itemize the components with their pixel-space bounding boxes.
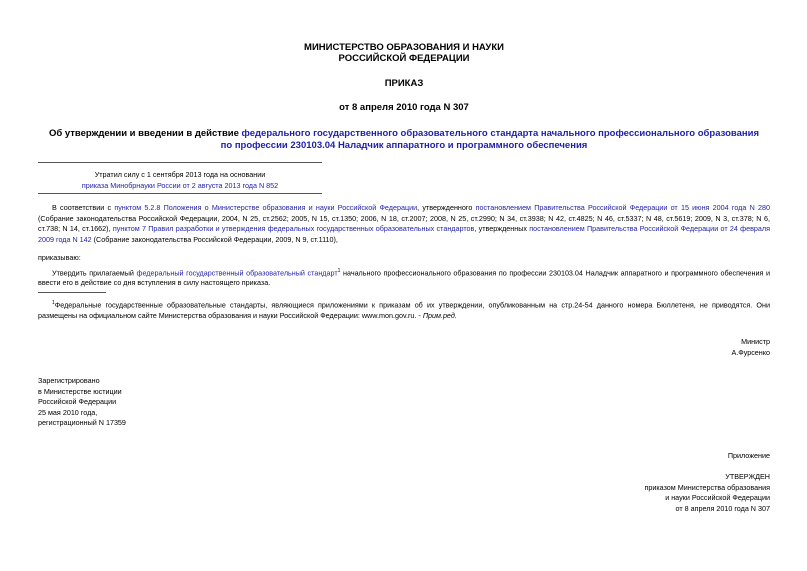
preamble-text-2: , утвержденного bbox=[417, 203, 476, 212]
preamble-text-4: , утвержденных bbox=[474, 224, 530, 233]
appendix-line: приказом Министерства образования bbox=[644, 482, 770, 492]
footnote bbox=[38, 298, 770, 321]
appendix-approved: УТВЕРЖДЕН bbox=[725, 472, 770, 482]
footnote-mark: 1 bbox=[52, 299, 55, 306]
footnote-ref[interactable]: 1 bbox=[337, 267, 341, 274]
preamble-paragraph bbox=[38, 203, 770, 245]
registration-line: 25 мая 2010 года, bbox=[38, 407, 98, 417]
signature-block bbox=[38, 337, 770, 358]
signature-name: А.Фурсенко bbox=[731, 347, 770, 357]
appendix-label: Приложение bbox=[727, 450, 770, 460]
link-regulation-clause[interactable]: пунктом 5.2.8 Положения о Министерстве образования и науки Российской Федерации bbox=[114, 203, 418, 212]
order-text-1: Утвердить прилагаемый bbox=[52, 267, 137, 277]
document bbox=[38, 42, 770, 514]
divider-top bbox=[38, 162, 322, 163]
registration-line: регистрационный N 17359 bbox=[38, 418, 126, 428]
link-resolution-280[interactable]: постановлением Правительства Российской Федерации от 15 июня 2004 года N 280 bbox=[475, 203, 770, 212]
ministry-header bbox=[38, 42, 770, 64]
doc-title bbox=[38, 128, 770, 152]
order-paragraph bbox=[38, 266, 770, 289]
doc-date: от 8 апреля 2010 года N 307 bbox=[339, 102, 469, 113]
registration-line: в Министерстве юстиции bbox=[38, 386, 122, 396]
title-prefix: Об утверждении и введении в действие bbox=[48, 128, 242, 139]
divider-bottom bbox=[38, 193, 322, 194]
status-line: Утратил силу с 1 сентября 2013 года на основании bbox=[94, 170, 266, 179]
orders-word: приказываю: bbox=[38, 253, 81, 262]
preamble-text-3: (Собрание законодательства Российской Федерации, 2004, N 25, ст.2562; 2005, N 15, ст.1350; 2006, N 18, ст.2007; 2008, N 25, ст.2990; N 34, ст.3938; N 42, ст.4825; N 46, ст.5337; N 48, ст.5619; 2009, N 3, ст.378; N 6, ст.738; N 14, ст.1662), bbox=[38, 213, 770, 233]
status-note bbox=[38, 170, 322, 191]
ministry-line-1: МИНИСТЕРСТВО ОБРАЗОВАНИЯ И НАУКИ bbox=[304, 42, 504, 53]
title-standard-link[interactable]: федерального государственного образовательного стандарта начального профессионального образования по профессии 230103.04 Наладчик аппаратного и программного обеспечения bbox=[220, 128, 760, 151]
order-text-2: начального профессионального образования по профессии 230103.04 Наладчик аппаратного и программного обеспечения и ввести его в действие со дня вступления в силу настоящего приказа. bbox=[38, 267, 771, 288]
footnote-divider bbox=[38, 292, 106, 293]
footnote-note: Прим.ред. bbox=[422, 310, 457, 320]
preamble-text-5: (Собрание законодательства Российской Федерации, 2009, N 9, ст.1110), bbox=[91, 234, 338, 244]
signature-position: Министр bbox=[741, 337, 770, 347]
footnote-text: Федеральные государственные образовательные стандарты, являющиеся приложениями к приказам об их утверждении, опубликованным на стр.24-54 данного номера Бюллетеня, не приводятся. Они размещены на официальном сайте Министерства образования и науки Российской Федерации: www.mon.gov.ru. - bbox=[38, 300, 770, 320]
preamble-text-1: В соответствии с bbox=[52, 203, 115, 212]
ministry-line-2: РОССИЙСКОЙ ФЕДЕРАЦИИ bbox=[338, 53, 470, 64]
status-repeal-link[interactable]: приказа Минобрнауки России от 2 августа 2013 года N 852 bbox=[81, 180, 279, 190]
link-rules-clause-7[interactable]: пунктом 7 Правил разработки и утверждения федеральных государственных образовательных стандартов bbox=[112, 224, 475, 233]
registration-block bbox=[38, 376, 770, 429]
link-resolution-142[interactable]: постановлением Правительства Российской Федерации от 24 февраля 2009 года N 142 bbox=[38, 224, 770, 244]
appendix-approval bbox=[38, 472, 770, 514]
registration-line: Зарегистрировано bbox=[38, 376, 100, 386]
registration-line: Российской Федерации bbox=[38, 397, 117, 407]
appendix-line: и науки Российской Федерации bbox=[665, 493, 770, 503]
doc-type: ПРИКАЗ bbox=[384, 78, 424, 89]
link-standard[interactable]: федеральный государственный образовательный стандарт bbox=[136, 267, 338, 277]
appendix-line: от 8 апреля 2010 года N 307 bbox=[675, 503, 770, 513]
